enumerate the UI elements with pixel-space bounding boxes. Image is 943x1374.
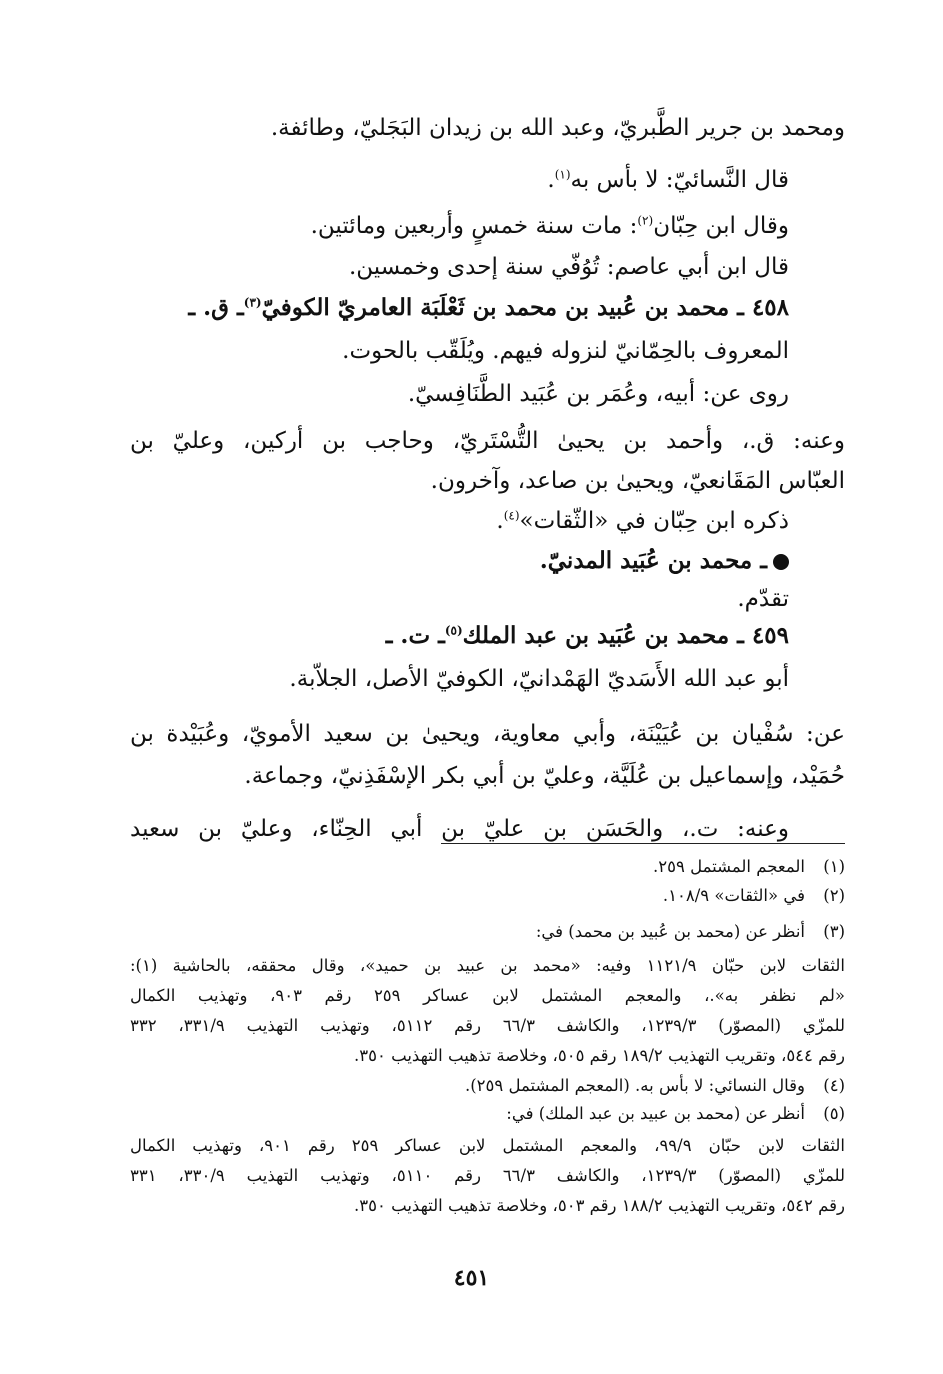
footnote-5-line: رقم ٥٤٢، وتقريب التهذيب ١٨٨/٢ رقم ٥٠٣، وخلاصة تذهيب التهذيب ٣٥٠. [354,1196,845,1215]
entry-heading-458: ٤٥٨ ـ محمد بن عُبيد بن محمد بن ثَعْلَبَة العامريّ الكوفيّ$^{(٣)}$ـ ق. ـ [188,294,789,321]
footnote-4: (٤)وقال النسائي: لا بأس به. (المعجم المشتمل ٢٥٩). [464,1076,845,1095]
entry-heading-cross-ref: ـ محمد بن عُبَيد المدنيّ. [130,545,789,577]
footnote-divider [441,843,845,844]
footnote-3-line: الثقات لابن حبّان ١١٢١/٩ وفيه: «محمد بن عبيد بن حميد»، وقال محققه، بالحاشية (١): [130,956,845,975]
page-number: ٤٥١ [453,1265,490,1291]
footnote-5: (٥)أنظر عن (محمد بن عبيد بن عبد الملك) في: [506,1104,845,1123]
text-line: وقال ابن حِبّان$^{(٢)}$: مات سنة خمسٍ وأربعين ومائتين. [310,213,789,239]
footnote-3-line: للمزّي (المصوّر) ١٢٣٩/٣، والكاشف ٦٦/٣ رقم ٥١١٢، وتهذيب التهذيب ٣٣١/٩، ٣٣٢ [130,1016,845,1035]
footnote-3: (٣)أنظر عن (محمد بن عُبيد بن محمد) في: [535,922,845,941]
text-line: وعنه: ت.، والحَسَن بن عليّ بن أبي الحِنّاء، وعليّ بن سعيد [130,816,789,842]
text-line: قال النَّسائيّ: لا بأس به$^{(١)}$. [547,167,789,193]
footnote-3-line: «لم نظفر به».، والمعجم المشتمل لابن عساكر ٢٥٩ رقم ٩٠٣، وتهذيب الكمال [130,986,845,1005]
footnote-5-line: للمزّي (المصوّر) ١٢٣٩/٣، والكاشف ٦٦/٣ رقم ٥١١٠، وتهذيب التهذيب ٣٣٠/٩، ٣٣١ [130,1166,845,1185]
text-line: عن: سُفْيان بن عُيَيْنَة، وأبي معاوية، ويحيىٰ بن سعيد الأمويّ، وعُبَيْدة بن [130,721,845,747]
footnote-2: (٢)في «الثقات» ١٠٨/٩. [662,886,845,905]
footnote-5-line: الثقات لابن حبّان ٩٩/٩، والمعجم المشتمل لابن عساكر ٢٥٩ رقم ٩٠١، وتهذيب الكمال [130,1136,846,1155]
footnote-ref: (٢) [637,213,654,228]
footnote-ref: (٥) [444,623,463,638]
text-line: قال ابن أبي عاصم: تُوُفّي سنة إحدى وخمسين. [348,254,789,280]
bullet-icon [773,554,789,570]
text-line: أبو عبد الله الأَسَديّ الهَمْدانيّ، الكوفيّ الأصل، الجلاّبة. [289,666,789,692]
footnote-ref: (٤) [503,508,520,523]
entry-heading-459: ٤٥٩ ـ محمد بن عُبَيد بن عبد الملك$^{(٥)}$ـ ت. ـ [385,622,789,649]
text-line: ذكره ابن حِبّان في «الثّقات»$^{(٤)}$. [496,508,789,534]
footnote-ref: (١) [554,167,571,182]
text-line: وعنه: ق.، وأحمد بن يحيىٰ التُّسْتَريّ، وحاجب بن أركين، وعليّ بن [130,428,845,454]
text-line: المعروف بالحِمّانيّ لنزوله فيهم. ويُلَقّب بالحوت. [342,338,789,364]
footnote-ref: (٣) [243,295,262,310]
footnote-3-line: رقم ٥٤٤، وتقريب التهذيب ١٨٩/٢ رقم ٥٠٥، وخلاصة تذهيب التهذيب ٣٥٠. [354,1046,845,1065]
text-line: العبّاس المَقَانعيّ، ويحيىٰ بن صاعد، وآخرون. [430,468,845,494]
text-line: تقدّم. [737,586,789,612]
text-line: روى عن: أبيه، وعُمَر بن عُبَيد الطَّنَافِسيّ. [407,381,789,407]
footnote-1: (١)المعجم المشتمل ٢٥٩. [653,857,845,876]
text-line: ومحمد بن جرير الطَّبريّ، وعبد الله بن زيدان البَجَليّ، وطائفة. [270,115,845,141]
text-line: حُمَيْد، وإسماعيل بن عُلَيَّة، وعليّ بن أبي بكر الإسْفَذِنيّ، وجماعة. [244,763,845,789]
